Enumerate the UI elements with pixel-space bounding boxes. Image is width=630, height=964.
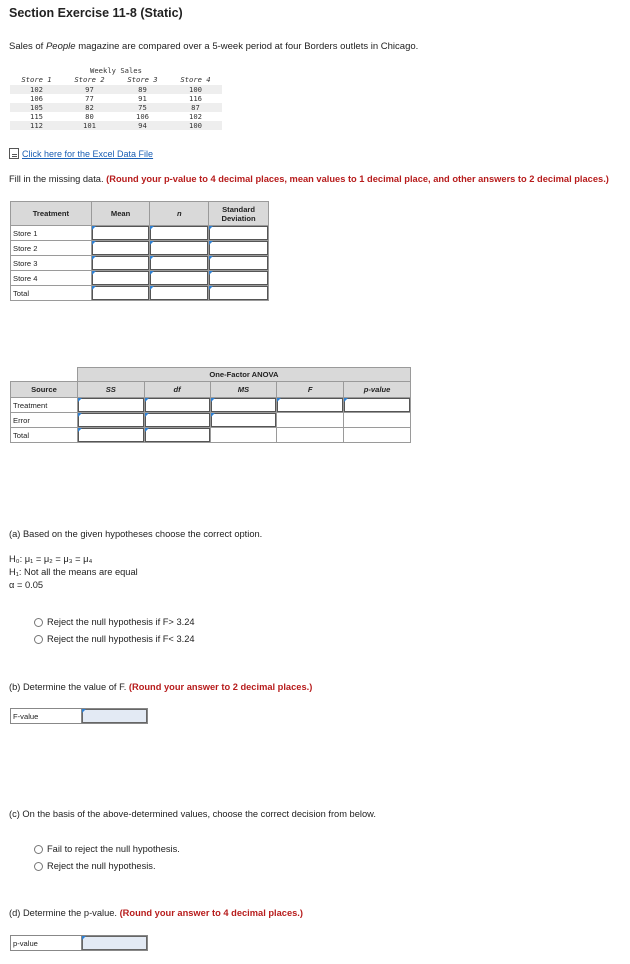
p-value-header: p-value <box>344 382 411 398</box>
f-header: F <box>277 382 344 398</box>
n-input[interactable] <box>150 256 208 270</box>
instructions <box>9 173 624 185</box>
std-dev-input[interactable] <box>209 241 268 255</box>
alt-hypothesis: H₁: Not all the means are equal <box>9 567 138 577</box>
null-hypothesis: H₀: μ₁ = μ₂ = μ₃ = μ₄ <box>9 554 93 564</box>
treatment-table <box>10 201 269 301</box>
ws-cell: 94 <box>138 121 147 130</box>
ws-cell: 97 <box>85 85 94 94</box>
mean-input[interactable] <box>92 256 150 270</box>
ws-cell: 116 <box>189 94 202 103</box>
df-treatment-input[interactable] <box>145 398 210 412</box>
question-b-bold: (Round your answer to 2 decimal places.) <box>128 682 313 692</box>
question-d-bold: (Round your answer to 4 decimal places.) <box>119 908 303 918</box>
ws-cell: 112 <box>30 121 43 130</box>
ws-cell: 82 <box>85 103 94 112</box>
row-label: Store 3 <box>11 256 92 271</box>
ws-cell: 105 <box>30 103 43 112</box>
document-icon <box>9 148 19 159</box>
table-row <box>11 271 269 286</box>
row-label: Total <box>11 428 78 443</box>
radio-button[interactable] <box>34 862 43 871</box>
std-dev-header: Standard Deviation <box>209 202 269 226</box>
ws-row <box>10 85 222 94</box>
table-row <box>11 241 269 256</box>
f-value-input[interactable] <box>82 709 147 723</box>
alpha-value: α = 0.05 <box>9 580 44 590</box>
std-dev-input[interactable] <box>209 271 268 285</box>
option-label: Fail to reject the null hypothesis. <box>47 844 180 854</box>
p-value-answer-input[interactable] <box>82 936 147 950</box>
ws-row <box>10 121 222 130</box>
mean-input[interactable] <box>92 271 150 285</box>
anova-title: One-Factor ANOVA <box>77 368 410 382</box>
ws-row <box>10 94 222 103</box>
ws-cell: 106 <box>30 94 43 103</box>
std-dev-input[interactable] <box>209 256 268 270</box>
ws-cell: 100 <box>189 121 202 130</box>
excel-link-text[interactable]: Click here for the Excel Data File <box>22 148 154 159</box>
mean-input[interactable] <box>92 226 150 240</box>
row-label: Total <box>11 286 92 301</box>
p-value-input[interactable] <box>344 398 410 412</box>
option-a1[interactable] <box>34 617 195 627</box>
n-total-input[interactable] <box>150 286 208 300</box>
mean-input[interactable] <box>92 241 150 255</box>
anova-table <box>10 367 411 443</box>
question-d <box>9 908 303 918</box>
ms-header: MS <box>210 382 277 398</box>
ms-error-input[interactable] <box>211 413 277 427</box>
question-c: (c) On the basis of the above-determined values, choose the correct decision from below. <box>9 809 376 819</box>
source-header: Source <box>11 382 78 398</box>
option-label: Reject the null hypothesis if F< 3.24 <box>47 634 195 644</box>
df-error-input[interactable] <box>145 413 210 427</box>
ws-header-cell: Store 3 <box>127 75 158 84</box>
option-label: Reject the null hypothesis. <box>47 861 156 871</box>
f-value-label: F-value <box>11 709 82 723</box>
f-input[interactable] <box>277 398 343 412</box>
question-b-text: (b) Determine the value of F. <box>9 682 129 692</box>
table-row <box>11 413 411 428</box>
table-row <box>11 226 269 241</box>
n-input[interactable] <box>150 271 208 285</box>
ws-cell: 115 <box>30 112 43 121</box>
radio-button[interactable] <box>34 618 43 627</box>
df-total-input[interactable] <box>145 428 210 442</box>
row-label: Treatment <box>11 398 78 413</box>
std-dev-input[interactable] <box>209 226 268 240</box>
hypotheses <box>9 553 138 592</box>
n-input[interactable] <box>150 226 208 240</box>
ws-header-cell: Store 4 <box>180 75 211 84</box>
option-c1[interactable] <box>34 844 180 854</box>
p-value-label: p-value <box>11 936 82 950</box>
row-label: Store 2 <box>11 241 92 256</box>
mean-total-input[interactable] <box>92 286 150 300</box>
n-header: n <box>150 202 209 226</box>
ws-cell: 75 <box>138 103 147 112</box>
ws-cell: 106 <box>136 112 149 121</box>
option-a2[interactable] <box>34 634 195 644</box>
weekly-sales-header <box>10 75 222 84</box>
ws-cell: 102 <box>189 112 202 121</box>
intro-italic: People <box>45 41 76 52</box>
ss-error-input[interactable] <box>78 413 144 427</box>
ss-header: SS <box>77 382 144 398</box>
ws-cell: 87 <box>191 103 200 112</box>
treatment-header: Treatment <box>11 202 92 226</box>
table-row <box>11 428 411 443</box>
question-a: (a) Based on the given hypotheses choose the correct option. <box>9 529 263 539</box>
ws-cell: 100 <box>189 85 202 94</box>
row-label: Store 4 <box>11 271 92 286</box>
ws-cell: 77 <box>85 94 94 103</box>
std-dev-total-input[interactable] <box>209 286 268 300</box>
table-row <box>11 286 269 301</box>
ws-cell: 91 <box>138 94 147 103</box>
ss-total-input[interactable] <box>78 428 144 442</box>
f-value-box <box>10 708 148 724</box>
ws-cell: 102 <box>30 85 43 94</box>
ms-treatment-input[interactable] <box>211 398 277 412</box>
weekly-sales-table <box>10 66 222 136</box>
excel-data-link[interactable] <box>9 148 153 159</box>
row-label: Error <box>11 413 78 428</box>
intro-prefix: Sales of <box>9 41 46 52</box>
ws-row <box>10 112 222 121</box>
question-d-text: (d) Determine the p-value. <box>9 908 120 918</box>
instructions-normal: Fill in the missing data. <box>9 174 107 184</box>
ws-row <box>10 103 222 112</box>
ss-treatment-input[interactable] <box>78 398 144 412</box>
table-row <box>11 256 269 271</box>
ws-cell: 101 <box>83 121 96 130</box>
mean-header: Mean <box>91 202 150 226</box>
page-title: Section Exercise 11-8 (Static) <box>9 6 183 20</box>
question-b <box>9 682 312 692</box>
n-input[interactable] <box>150 241 208 255</box>
radio-button[interactable] <box>34 845 43 854</box>
radio-button[interactable] <box>34 635 43 644</box>
instructions-bold: (Round your p-value to 4 decimal places, mean values to 1 decimal place, and other answers to 2 decimal places.) <box>106 174 609 184</box>
table-row <box>11 398 411 413</box>
intro-text <box>9 41 418 52</box>
df-header: df <box>144 382 210 398</box>
ws-header-cell: Store 2 <box>74 75 105 84</box>
intro-suffix: magazine are compared over a 5-week period at four Borders outlets in Chicago. <box>75 41 419 52</box>
ws-cell: 89 <box>138 85 147 94</box>
row-label: Store 1 <box>11 226 92 241</box>
option-c2[interactable] <box>34 861 156 871</box>
ws-header-cell: Store 1 <box>21 75 52 84</box>
p-value-box <box>10 935 148 951</box>
weekly-sales-title: Weekly Sales <box>90 66 142 75</box>
ws-cell: 80 <box>85 112 94 121</box>
option-label: Reject the null hypothesis if F> 3.24 <box>47 617 195 627</box>
